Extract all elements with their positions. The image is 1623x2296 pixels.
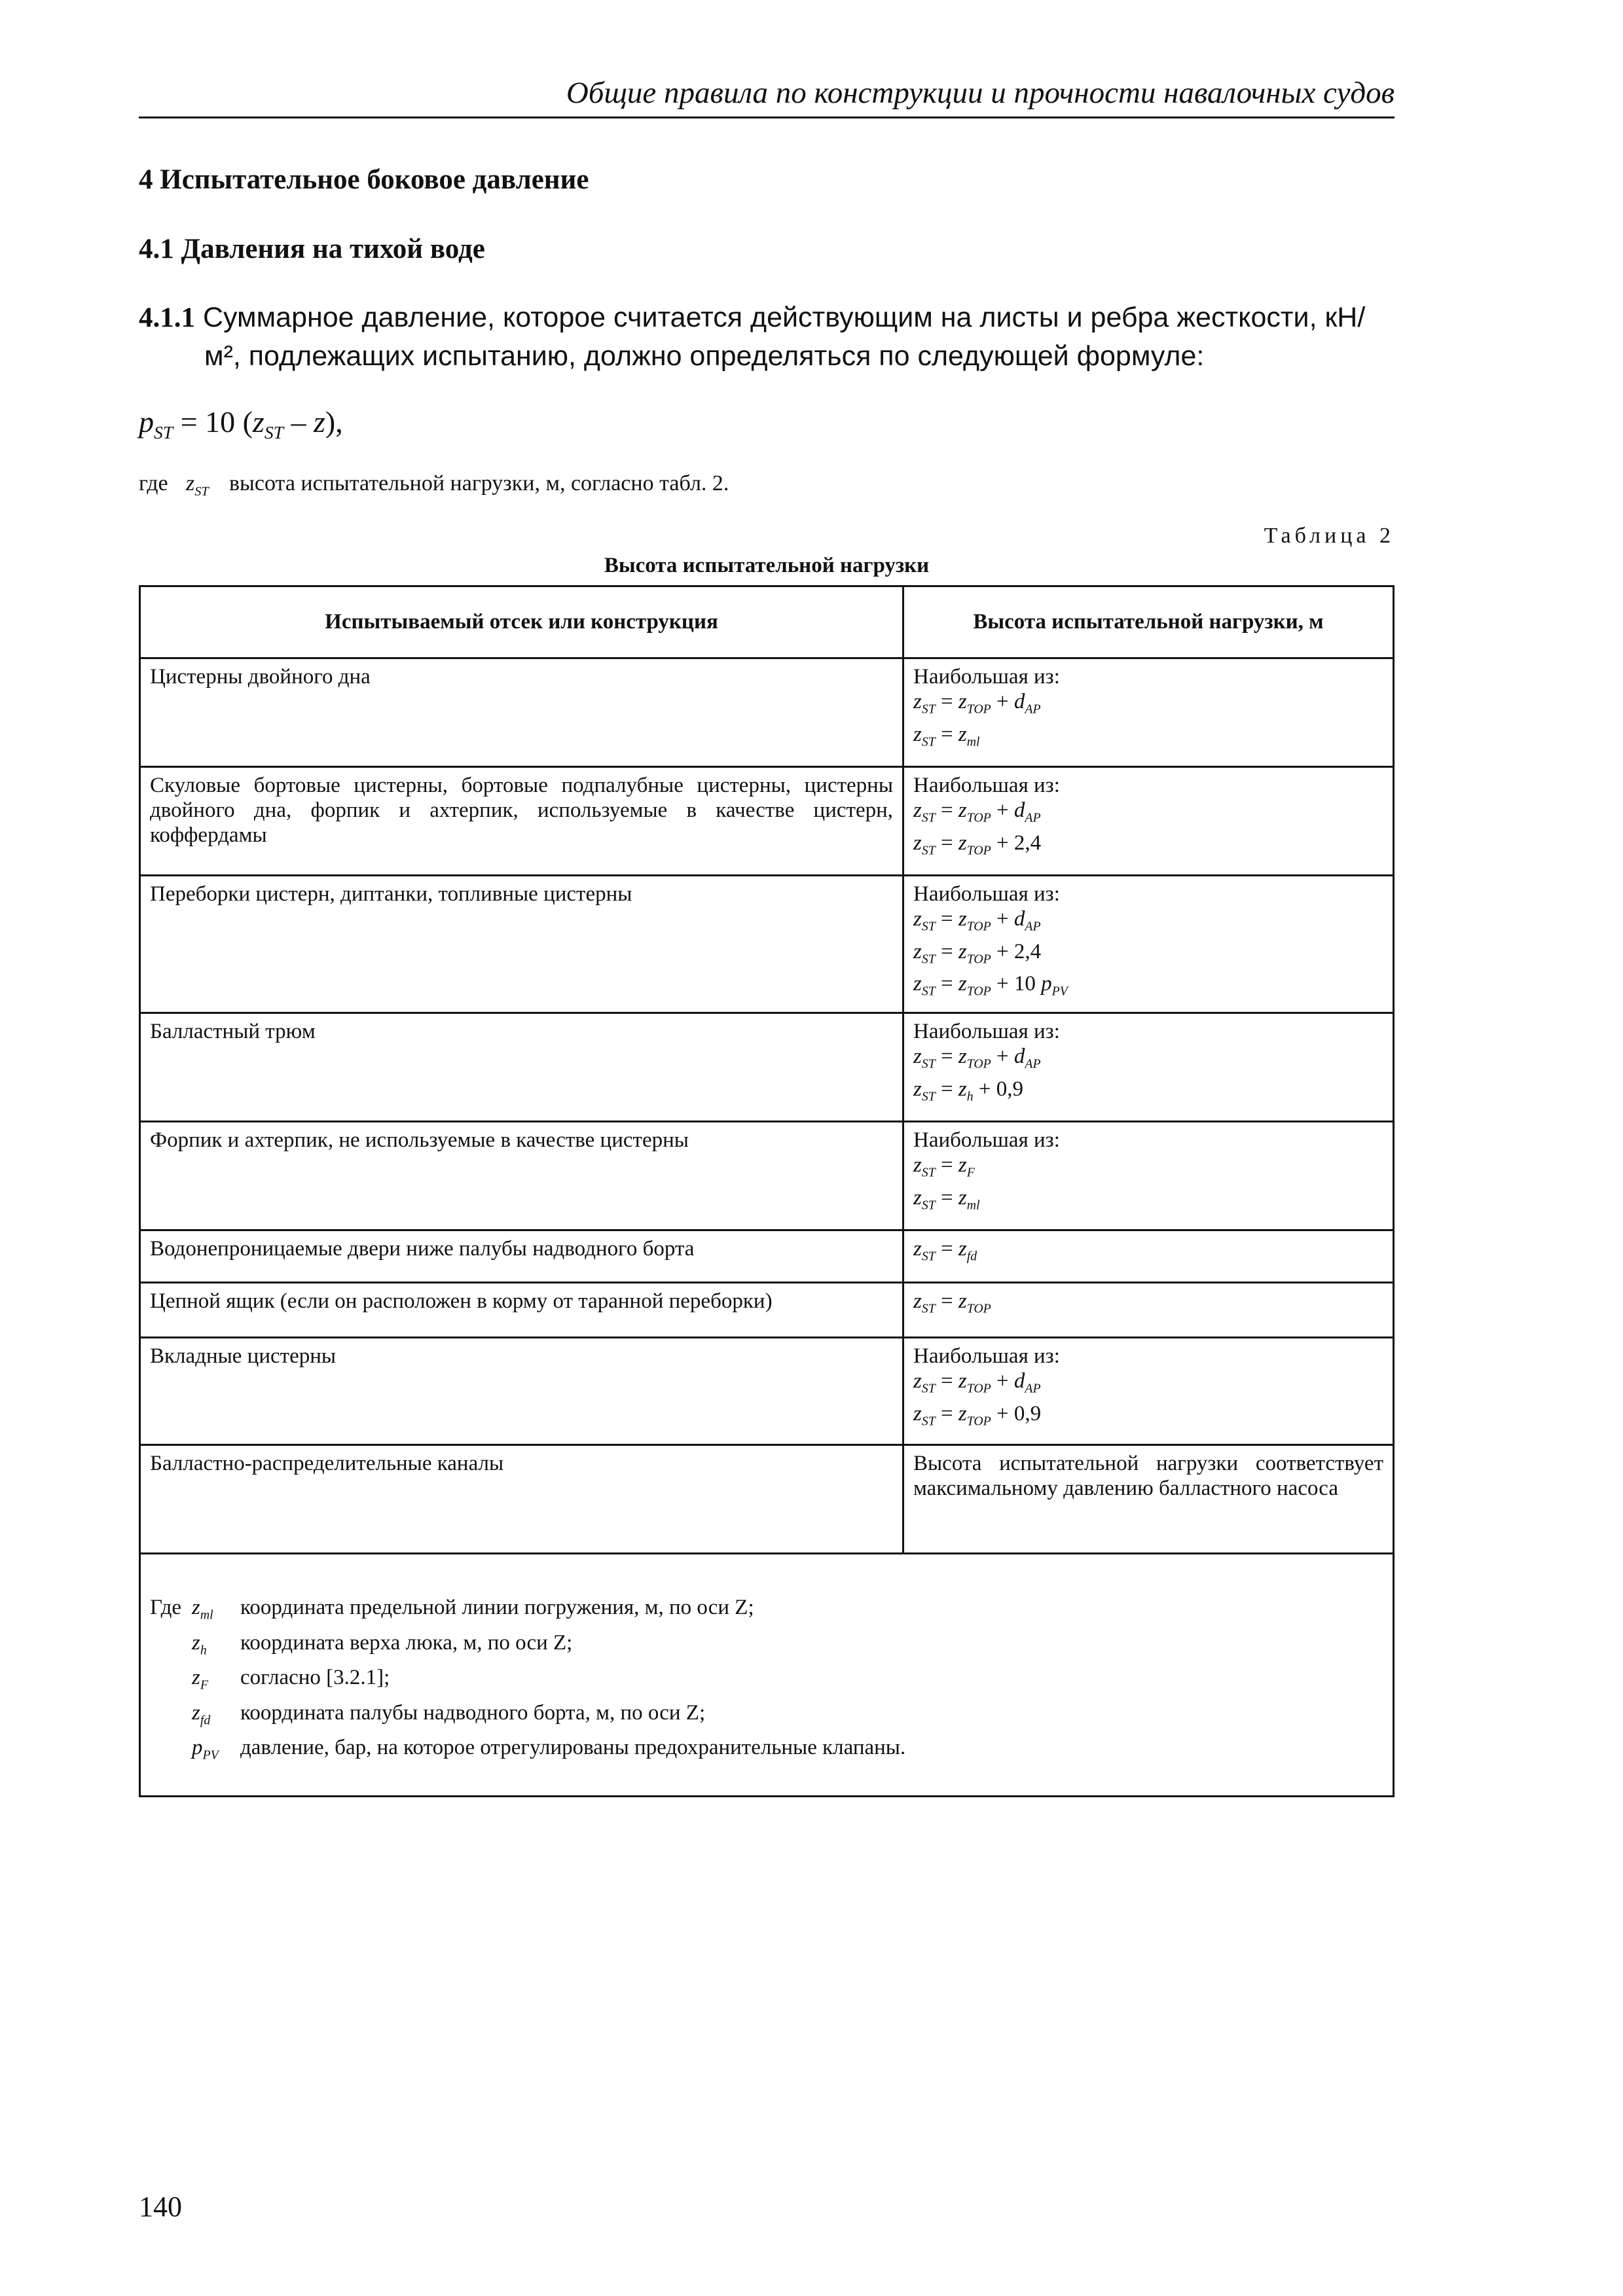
row-height: Наибольшая из: $z_{ST} = z_F$ $z_{ST} = z_{ml}$ [903,1122,1394,1230]
where-symbol: $z_{ST}$ [186,471,209,499]
note-item [150,1629,1383,1664]
table-row [140,1230,1394,1283]
test-load-table [139,585,1395,1797]
note-symbol: $z_{fd}$ [192,1700,211,1728]
table-header-row [140,586,1394,658]
notes-list [150,1594,1383,1769]
note-item [150,1734,1383,1769]
row-compartment: Балластно-распределительные каналы [140,1445,903,1554]
paragraph-text: Суммарное давление, которое считается действующим на листы и ребра жесткости, кН/м², подлежащих испытанию, должно определяться по следующей формуле: [202,302,1366,372]
note-symbol: $z_F$ [192,1666,208,1693]
where-label: где [139,471,168,495]
table-row [140,1283,1394,1338]
note-text: координата верха люка, м, по оси Z; [240,1630,573,1655]
table-row [140,1122,1394,1230]
table-row [140,1013,1394,1122]
table-row [140,767,1394,876]
row-height: Наибольшая из: $z_{ST} = z_{TOP} + d_{AP}$ $z_{ST} = z_{TOP} + 2,4$ $z_{ST} = z_{TOP} + 10$ $p_{PV}$ [903,876,1394,1013]
column-header-height: Высота испытательной нагрузки, м [903,586,1394,658]
row-height: Наибольшая из: $z_{ST} = z_{TOP} + d_{AP}$ $z_{ST} = z_{TOP} + 2,4$ [903,767,1394,876]
row-height: $z_{ST} = z_{TOP}$ [903,1283,1394,1338]
row-height: Наибольшая из: $z_{ST} = z_{TOP} + d_{AP}$ $z_{ST} = z_{ml}$ [903,658,1394,767]
pressure-formula: $p_{ST} = 10$ $(z_{ST} - z)$, [139,405,343,443]
table-notes [140,1554,1394,1797]
note-text: координата предельной линии погружения, м, по оси Z; [240,1596,754,1619]
table-notes-row [140,1554,1394,1797]
row-compartment: Переборки цистерн, диптанки, топливные цистерны [140,876,903,1013]
row-compartment: Форпик и ахтерпик, не используемые в качестве цистерны [140,1122,903,1230]
row-compartment: Вкладные цистерны [140,1338,903,1445]
table-title: Высота испытательной нагрузки [604,554,930,577]
note-text: координата палубы надводного борта, м, по оси Z; [240,1700,706,1725]
note-text: давление, бар, на которое отрегулированы предохранительные клапаны. [240,1736,906,1760]
row-compartment: Скуловые бортовые цистерны, бортовые подпалубные цистерны, цистерны двойного дна, форпик и ахтерпик, используемые в качестве цистерн, коффердамы [140,767,903,876]
note-item [150,1664,1383,1699]
row-compartment: Цепной ящик (если он расположен в корму от таранной переборки) [140,1283,903,1338]
subsection-title: 4.1 Давления на тихой воде [139,234,485,264]
row-height: Высота испытательной нагрузки соответствует максимальному давлению балластного насоса [903,1445,1394,1554]
row-compartment: Цистерны двойного дна [140,658,903,767]
table-row [140,658,1394,767]
column-header-compartment: Испытываемый отсек или конструкция [140,586,903,658]
table-row [140,876,1394,1013]
section-title: 4 Испытательное боковое давление [139,164,589,195]
paragraph-4-1-1 [139,298,1395,375]
note-item: Где $z_{ml}$ координата предельной линии погружения, м, по оси Z; [150,1594,1383,1629]
note-item [150,1699,1383,1734]
paragraph-number: 4.1.1 [139,302,195,333]
note-text: согласно [3.2.1]; [240,1666,390,1690]
row-height: Наибольшая из: $z_{ST} = z_{TOP} + d_{AP}$ $z_{ST} = z_h + 0,9$ [903,1013,1394,1122]
table-number: Таблица 2 [1264,524,1395,548]
page-number: 140 [139,2191,182,2223]
table-row [140,1445,1394,1554]
row-height: Наибольшая из: $z_{ST} = z_{TOP} + d_{AP}$ $z_{ST} = z_{TOP} + 0,9$ [903,1338,1394,1445]
row-compartment: Водонепроницаемые двери ниже палубы надводного борта [140,1230,903,1283]
where-text: высота испытательной нагрузки, м, согласно табл. 2. [229,471,729,495]
row-height: $z_{ST} = z_{fd}$ [903,1230,1394,1283]
note-symbol: $z_{ml}$ [192,1596,213,1623]
table-row [140,1338,1394,1445]
note-symbol: $z_h$ [192,1630,207,1658]
note-symbol: $p_{PV}$ [192,1736,219,1763]
row-compartment: Балластный трюм [140,1013,903,1122]
running-header: Общие правила по конструкции и прочности навалочных судов [139,73,1395,118]
